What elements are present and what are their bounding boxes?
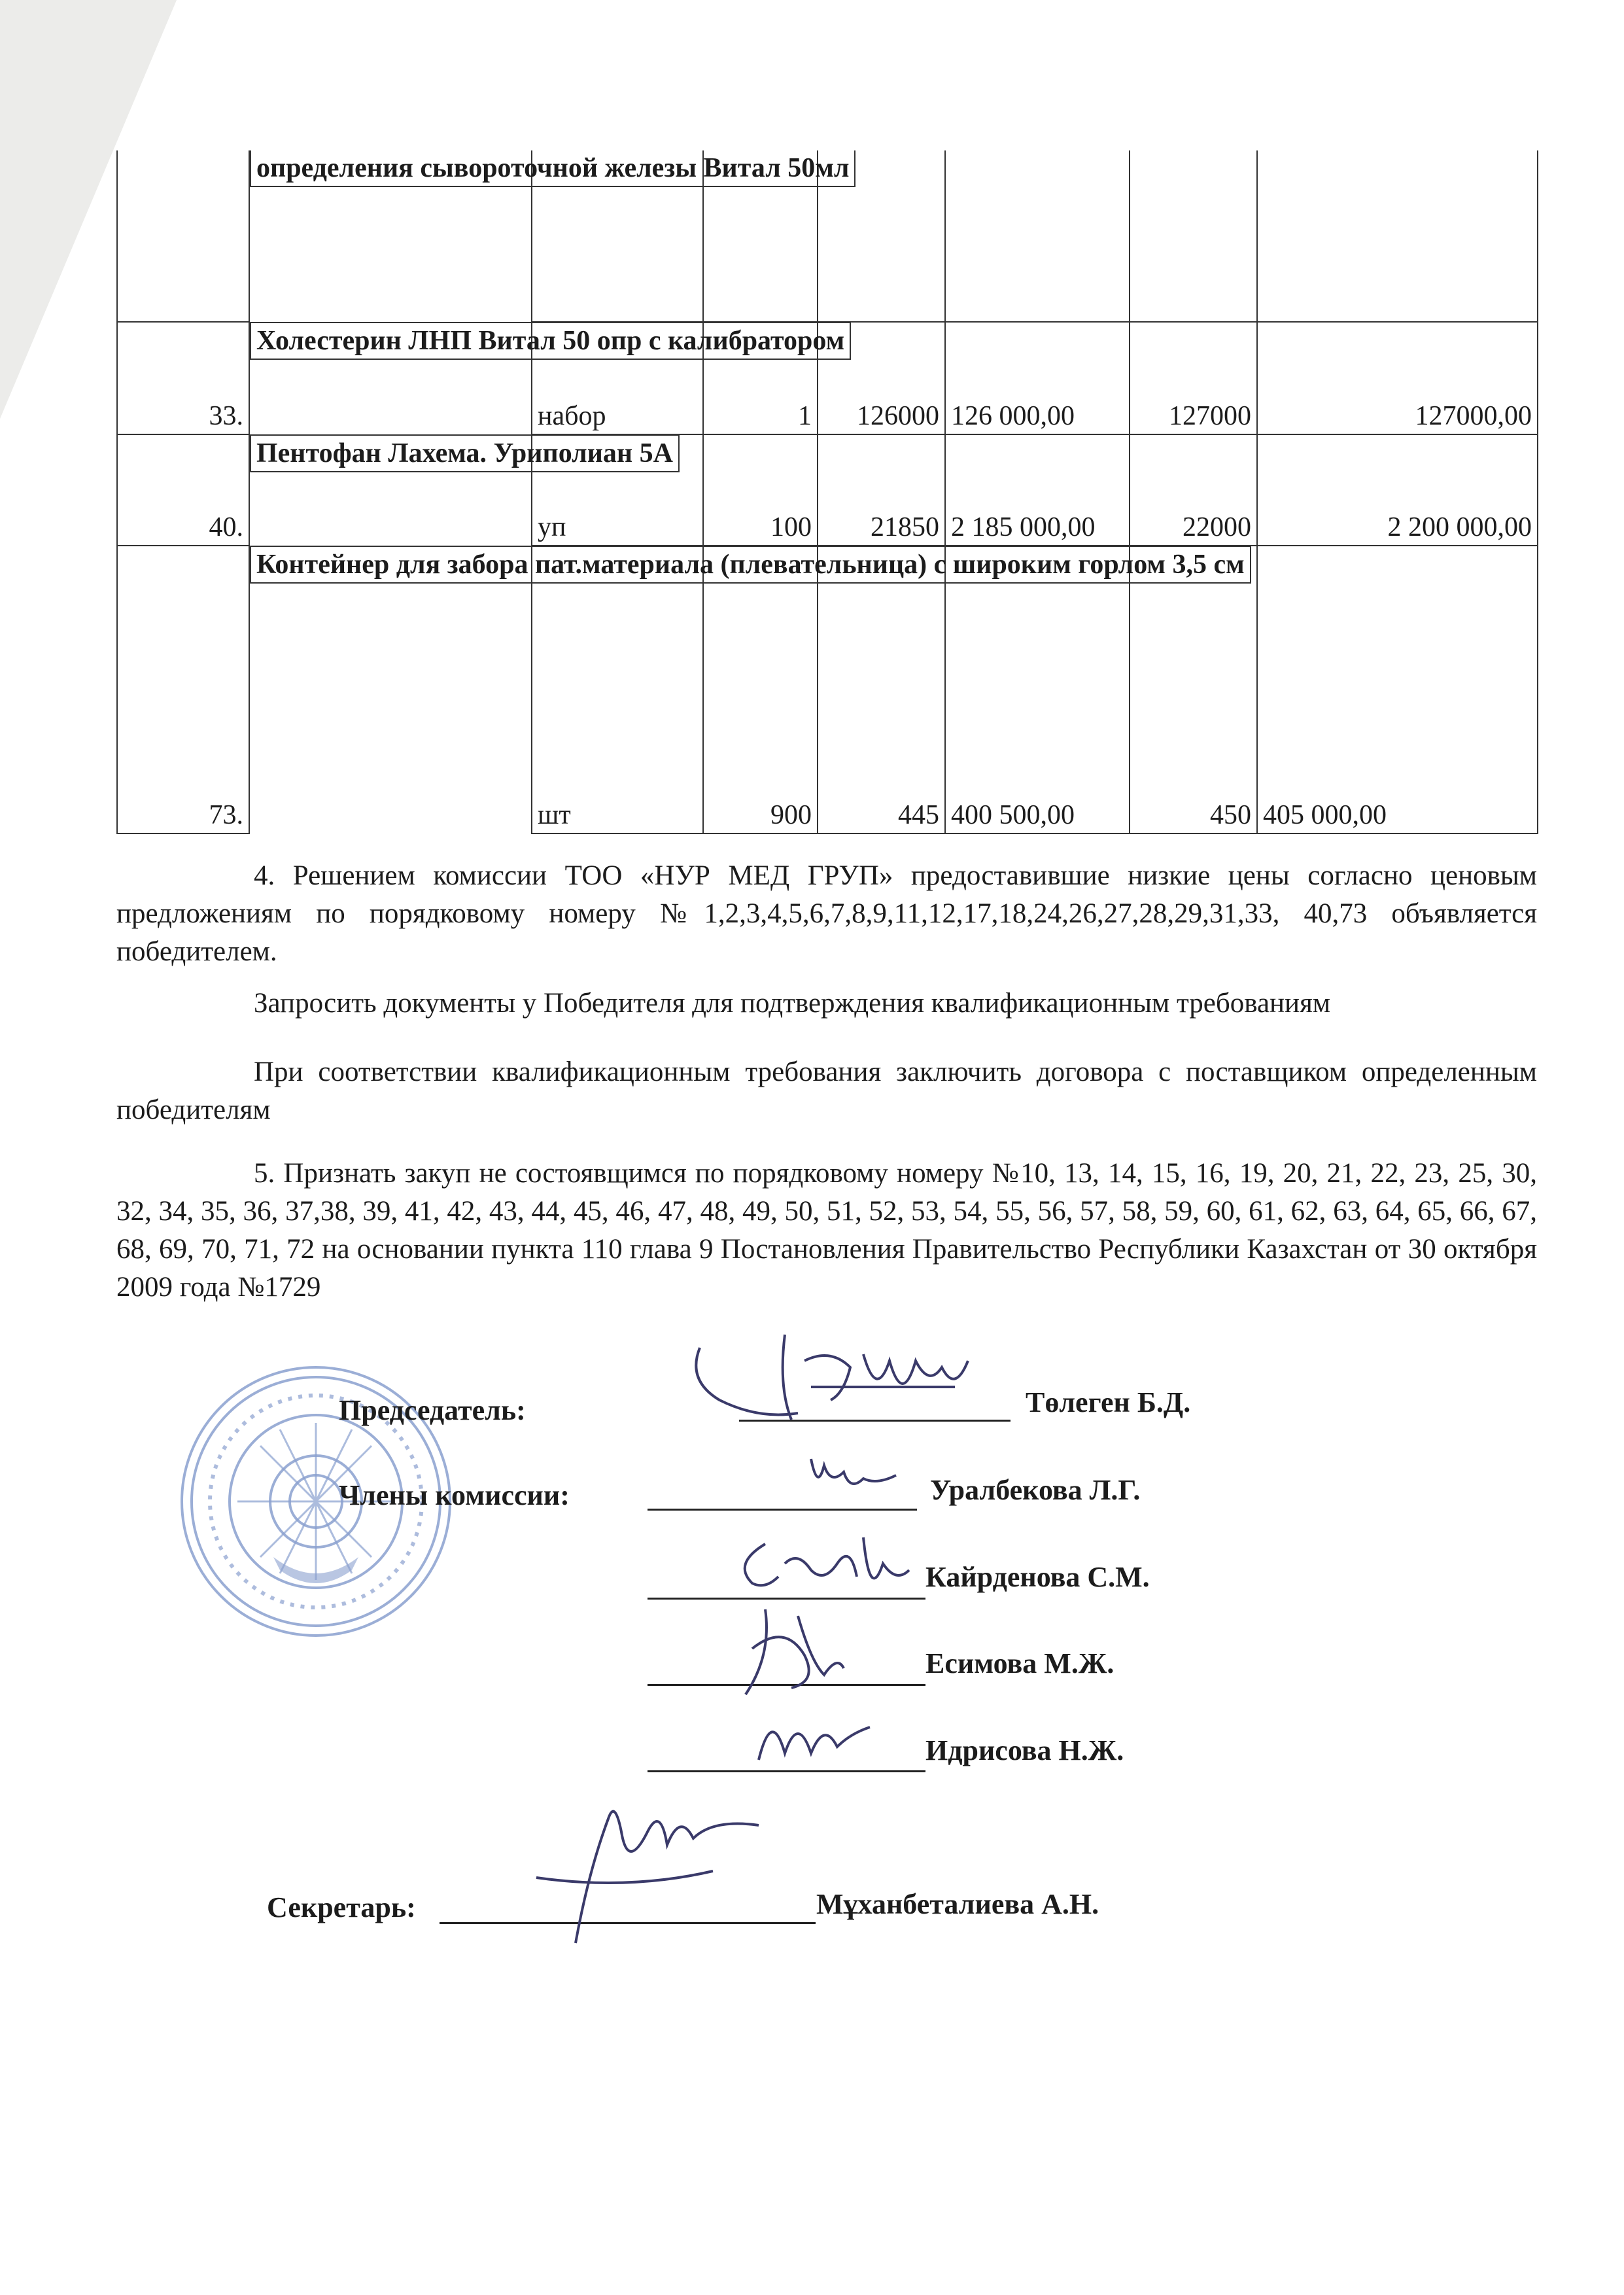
cell-sum2: 405 000,00 (1257, 546, 1538, 833)
secretary-signature (497, 1793, 772, 1950)
cell-unit: набор (532, 322, 703, 434)
cell-qty: 1 (703, 322, 818, 434)
table-row (117, 546, 1538, 833)
table-row (117, 322, 1538, 434)
cell-qty: 900 (703, 546, 818, 833)
cell-unit: уп (532, 434, 703, 546)
cell-num: 33. (117, 322, 249, 434)
chairman-label: Председатель: (339, 1394, 526, 1426)
cell-sum1: 2 185 000,00 (945, 434, 1130, 546)
cell-price1: 445 (818, 546, 945, 833)
paragraph-5: 5. Признать закуп не состоявщимся по порядковому номеру №10, 13, 14, 15, 16, 19, 20, 21, 22, 23, 25, 30, 32, 34, 35, 36, 37,38, 39, 41, 42, 43, 44, 45, 46, 47, 48, 49, 50, 51, 52, 53, 54, 55, 56, 57, 58, 59, 60, 61, 62, 63, 64, 65, 66, 67, 68, 69, 70, 71, 72 на основании пункта 110 глава 9 Постановления Правительство Республики Казахстан от 30 октября 2009 года №1729 (116, 1158, 1537, 1303)
cell-price1: 21850 (818, 434, 945, 546)
cell-sum1 (945, 150, 1130, 322)
items-table (116, 150, 1538, 834)
cell-price2: 450 (1130, 546, 1257, 833)
cell-num: 73. (117, 546, 249, 833)
member-name: Кайрденова С.М. (925, 1561, 1150, 1593)
paragraph-contract: При соответствии квалификационным требования заключить договора с поставщиком определенным победителям (116, 1057, 1537, 1125)
cell-price2: 22000 (1130, 434, 1257, 546)
table-row (117, 434, 1538, 546)
members-label: Члены комиссии: (339, 1479, 570, 1511)
member-name: Уралбекова Л.Г. (930, 1474, 1141, 1506)
cell-qty: 100 (703, 434, 818, 546)
cell-name: Пентофан Лахема. Уриполиан 5А (250, 434, 680, 472)
paragraph-4: 4. Решением комиссии ТОО «НУР МЕД ГРУП» предоставившие низкие цены согласно ценовым предложениям по порядковому номеру №1,2,3,4,5,6,7,8,9,11,12,17,18,24,26,27,28,29,31,33, 40,73 объявляется победителем. (116, 860, 1537, 967)
secretary-label: Секретарь: (267, 1891, 416, 1923)
chairman-name: Төлеген Б.Д. (1026, 1386, 1191, 1418)
cell-name: Холестерин ЛНП Витал 50 опр с калибратором (250, 322, 851, 360)
cell-price1: 126000 (818, 322, 945, 434)
table-row (117, 150, 1538, 322)
cell-sum2: 127000,00 (1257, 322, 1538, 434)
cell-unit: шт (532, 546, 703, 833)
cell-name: определения сывороточной железы Витал 50мл (250, 150, 855, 187)
cell-sum2: 2 200 000,00 (1257, 434, 1538, 546)
cell-num (117, 150, 249, 322)
cell-price2 (1130, 150, 1257, 322)
cell-sum2 (1257, 150, 1538, 322)
chairman-signature (680, 1322, 1033, 1439)
cell-sum1: 400 500,00 (945, 546, 1130, 833)
cell-sum1: 126 000,00 (945, 322, 1130, 434)
member-name: Есимова М.Ж. (925, 1647, 1114, 1679)
member-name: Идрисова Н.Ж. (925, 1734, 1124, 1766)
member-signature (746, 1694, 890, 1773)
cell-price2: 127000 (1130, 322, 1257, 434)
paragraph-request: Запросить документы у Победителя для подтверждения квалификационным требованиям (254, 988, 1331, 1019)
cell-name: Контейнер для забора пат.материала (плевательница) с широким горлом 3,5 см (250, 546, 1251, 584)
secretary-name: Мұханбеталиева А.Н. (816, 1888, 1099, 1920)
member-signature (798, 1446, 909, 1511)
cell-num: 40. (117, 434, 249, 546)
